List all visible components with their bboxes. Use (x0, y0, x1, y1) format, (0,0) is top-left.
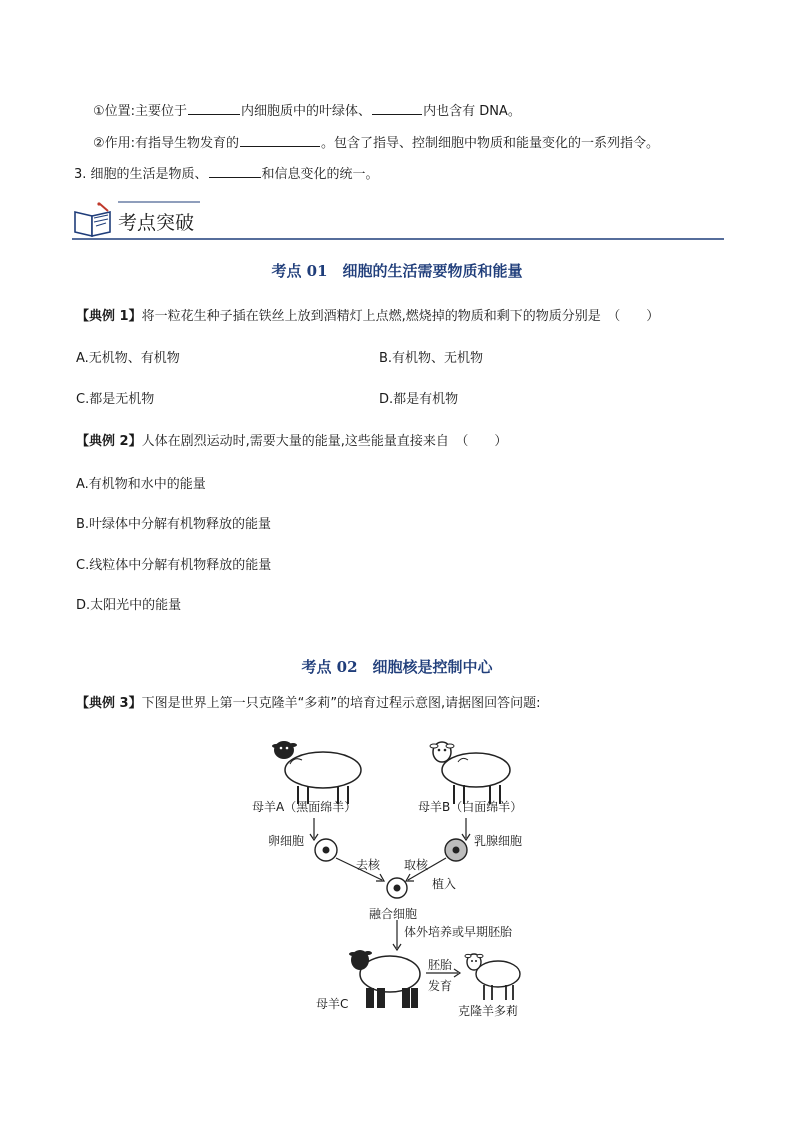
intro-line-2: ②作用:有指导生物发育的 。包含了指导、控制细胞中物质和能量变化的一系列指令。 (93, 133, 659, 153)
sheep-c-figure (349, 950, 420, 1008)
label-fused-cell: 融合细胞 (369, 907, 418, 921)
label-egg-cell: 卵细胞 (268, 834, 305, 848)
q3-stem: 【典例 3】下图是世界上第一只克隆羊“多莉”的培育过程示意图,请据图回答问题: (76, 696, 541, 711)
q1-option-a[interactable]: A.无机物、有机物 (76, 351, 180, 366)
banner-title: 考点突破 (118, 212, 195, 234)
label-embryo: 胚胎 (428, 958, 453, 972)
cloning-diagram (250, 730, 550, 1020)
label-sheep-a: 母羊A（黑面绵羊） (252, 800, 357, 814)
section-01-title: 考点 01 细胞的生活需要物质和能量 (271, 262, 523, 280)
label-develop: 发育 (428, 979, 453, 993)
label-dolly: 克隆羊多莉 (458, 1004, 519, 1018)
q2-option-c[interactable]: C.线粒体中分解有机物释放的能量 (76, 558, 272, 573)
label-take-nucleus: 取核 (404, 858, 429, 872)
dolly-figure (465, 954, 520, 1000)
label-culture: 体外培养或早期胚胎 (404, 925, 513, 939)
label-implant: 植入 (432, 877, 457, 891)
q1-stem: 【典例 1】将一粒花生种子插在铁丝上放到酒精灯上点燃,燃烧掉的物质和剩下的物质分别是 （ ） (76, 309, 660, 324)
label-sheep-b: 母羊B（白面绵羊） (418, 800, 523, 814)
q2-option-a[interactable]: A.有机物和水中的能量 (76, 477, 206, 492)
sheep-a-figure (272, 741, 361, 804)
q1-option-c[interactable]: C.都是无机物 (76, 392, 155, 407)
book-icon (72, 202, 114, 242)
label-mammary-cell: 乳腺细胞 (474, 834, 523, 848)
blank-2[interactable] (372, 101, 422, 115)
q1-option-d[interactable]: D.都是有机物 (379, 392, 459, 407)
label-sheep-c: 母羊C (316, 997, 349, 1011)
blank-4[interactable] (209, 164, 261, 178)
q1-option-b[interactable]: B.有机物、无机物 (379, 351, 484, 366)
section-02-title: 考点 02 细胞核是控制中心 (301, 658, 493, 676)
intro-line-1: ①位置:主要位于 内细胞质中的叶绿体、 内也含有 DNA。 (93, 101, 521, 121)
sheep-b-figure (430, 742, 510, 804)
q2-option-b[interactable]: B.叶绿体中分解有机物释放的能量 (76, 517, 272, 532)
section-banner (72, 198, 724, 242)
intro-line-3: 3. 细胞的生活是物质、 和信息变化的统一。 (74, 164, 379, 184)
q2-stem: 【典例 2】人体在剧烈运动时,需要大量的能量,这些能量直接来自 （ ） (76, 434, 508, 449)
blank-3[interactable] (240, 133, 320, 147)
label-remove-nucleus: 去核 (356, 858, 381, 872)
q2-option-d[interactable]: D.太阳光中的能量 (76, 598, 182, 613)
blank-1[interactable] (188, 101, 240, 115)
